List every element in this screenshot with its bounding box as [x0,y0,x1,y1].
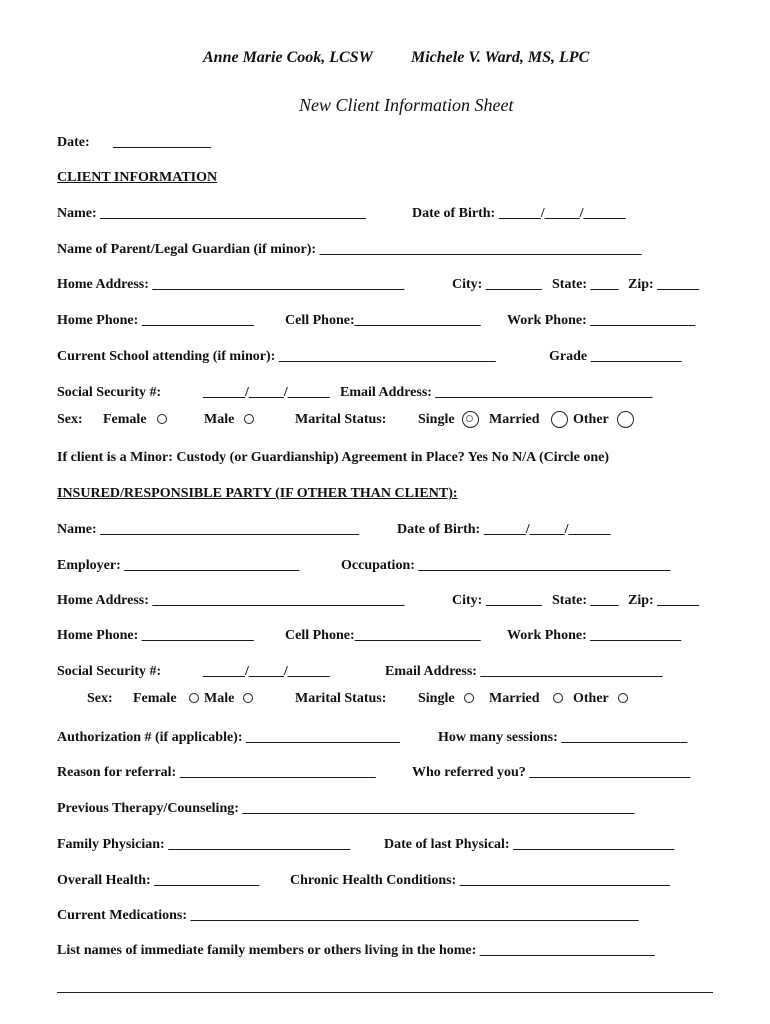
health-row [0,871,770,891]
authorization-row [0,728,770,748]
client-dob-field[interactable]: Date of Birth: ______/_____/______ [412,206,626,221]
client-information-heading: CLIENT INFORMATION [57,170,218,185]
client-phone-row [0,311,770,331]
insured-name-field[interactable]: Name: _____________________________________ [57,522,360,537]
insured-city-field[interactable]: City: ________ [452,593,542,608]
insured-other-label: Other [573,691,609,706]
sessions-field[interactable]: How many sessions: __________________ [438,730,688,745]
client-state-field[interactable]: State: ____ [552,277,619,292]
chronic-conditions-field[interactable]: Chronic Health Conditions: ______________________________ [290,873,670,888]
insured-name-row [0,520,770,540]
date-row [0,133,770,153]
physician-row [0,835,770,855]
medications-field[interactable]: Current Medications: ________________________________________________________________ [57,908,639,923]
guardian-row [0,240,770,260]
client-male-label: Male [204,412,235,427]
client-heading-row [0,168,770,188]
client-address-field[interactable]: Home Address: ____________________________________ [57,277,405,292]
school-field[interactable]: Current School attending (if minor): _______________________________ [57,349,496,364]
insured-home-phone-field[interactable]: Home Phone: ________________ [57,628,254,643]
date-field[interactable]: ______________ [113,135,211,150]
occupation-field[interactable]: Occupation: ____________________________________ [341,558,671,573]
family-members-continuation-line[interactable] [57,992,713,993]
insured-ssn-row [0,662,770,682]
family-members-field[interactable]: List names of immediate family members or others living in the home: _________________________ [57,943,655,958]
client-work-phone-field[interactable]: Work Phone: _______________ [507,313,696,328]
referral-row [0,763,770,783]
insured-heading: INSURED/RESPONSIBLE PARTY (IF OTHER THAN CLIENT): [57,486,458,501]
guardian-name-field[interactable]: Name of Parent/Legal Guardian (if minor): ______________________________________________ [57,242,642,257]
employer-field[interactable]: Employer: _________________________ [57,558,300,573]
client-city-field[interactable]: City: ________ [452,277,542,292]
client-email-field[interactable]: Email Address: _______________________________ [340,385,653,400]
referral-reason-field[interactable]: Reason for referral: ____________________________ [57,765,376,780]
insured-email-field[interactable]: Email Address: __________________________ [385,664,663,679]
client-married-radio[interactable] [551,411,568,428]
referred-by-field[interactable]: Who referred you? _______________________ [412,765,691,780]
insured-female-radio[interactable] [189,693,199,703]
insured-female-label: Female [133,691,177,706]
insured-heading-row [0,484,770,504]
client-sex-label: Sex: [57,412,83,427]
clinician-1-name: Anne Marie Cook, LCSW [203,49,373,66]
insured-sex-marital-row [0,689,770,709]
insured-state-field[interactable]: State: ____ [552,593,619,608]
clinician-2-name: Michele V. Ward, MS, LPC [411,49,590,66]
insured-male-label: Male [204,691,235,706]
client-single-radio[interactable] [462,411,479,428]
last-physical-field[interactable]: Date of last Physical: _______________________ [384,837,675,852]
page-title: New Client Information Sheet [299,95,514,115]
client-name-row [0,204,770,224]
insured-zip-field[interactable]: Zip: ______ [628,593,700,608]
medications-row [0,906,770,926]
employer-row [0,556,770,576]
insured-ssn-field[interactable]: ______/_____/______ [203,664,330,679]
date-label: Date: [57,135,90,150]
header-row [0,48,770,68]
insured-phone-row [0,626,770,646]
client-single-label: Single [418,412,455,427]
physician-field[interactable]: Family Physician: __________________________ [57,837,351,852]
custody-row [0,448,770,468]
client-home-phone-field[interactable]: Home Phone: ________________ [57,313,254,328]
client-other-label: Other [573,412,609,427]
client-ssn-row [0,383,770,403]
previous-therapy-row [0,799,770,819]
grade-field[interactable]: Grade _____________ [549,349,682,364]
client-marital-label: Marital Status: [295,412,387,427]
insured-other-radio[interactable] [618,693,628,703]
insured-single-radio[interactable] [464,693,474,703]
insured-sex-label: Sex: [87,691,113,706]
insured-married-label: Married [489,691,540,706]
insured-work-phone-field[interactable]: Work Phone: _____________ [507,628,682,643]
client-female-radio[interactable] [157,414,167,424]
client-married-label: Married [489,412,540,427]
overall-health-field[interactable]: Overall Health: _______________ [57,873,260,888]
school-row [0,347,770,367]
insured-single-label: Single [418,691,455,706]
insured-married-radio[interactable] [553,693,563,703]
client-ssn-field[interactable]: ______/_____/______ [203,385,330,400]
client-zip-field[interactable]: Zip: ______ [628,277,700,292]
client-ssn-label: Social Security #: [57,385,162,400]
insured-dob-field[interactable]: Date of Birth: ______/_____/______ [397,522,611,537]
client-male-radio[interactable] [244,414,254,424]
previous-therapy-field[interactable]: Previous Therapy/Counseling: ________________________________________________________ [57,801,635,816]
custody-question: If client is a Minor: Custody (or Guardianship) Agreement in Place? Yes No N/A (Circle one) [57,450,610,465]
title-row [0,94,770,114]
insured-male-radio[interactable] [243,693,253,703]
insured-cell-phone-field[interactable]: Cell Phone:__________________ [285,628,481,643]
insured-address-row [0,591,770,611]
authorization-field[interactable]: Authorization # (if applicable): ______________________ [57,730,400,745]
insured-marital-label: Marital Status: [295,691,387,706]
client-address-row [0,275,770,295]
insured-address-field[interactable]: Home Address: ____________________________________ [57,593,405,608]
client-sex-marital-row [0,410,770,430]
client-other-radio[interactable] [617,411,634,428]
client-name-field[interactable]: Name: ______________________________________ [57,206,367,221]
client-cell-phone-field[interactable]: Cell Phone:__________________ [285,313,481,328]
client-female-label: Female [103,412,147,427]
insured-ssn-label: Social Security #: [57,664,162,679]
family-members-row [0,941,770,961]
